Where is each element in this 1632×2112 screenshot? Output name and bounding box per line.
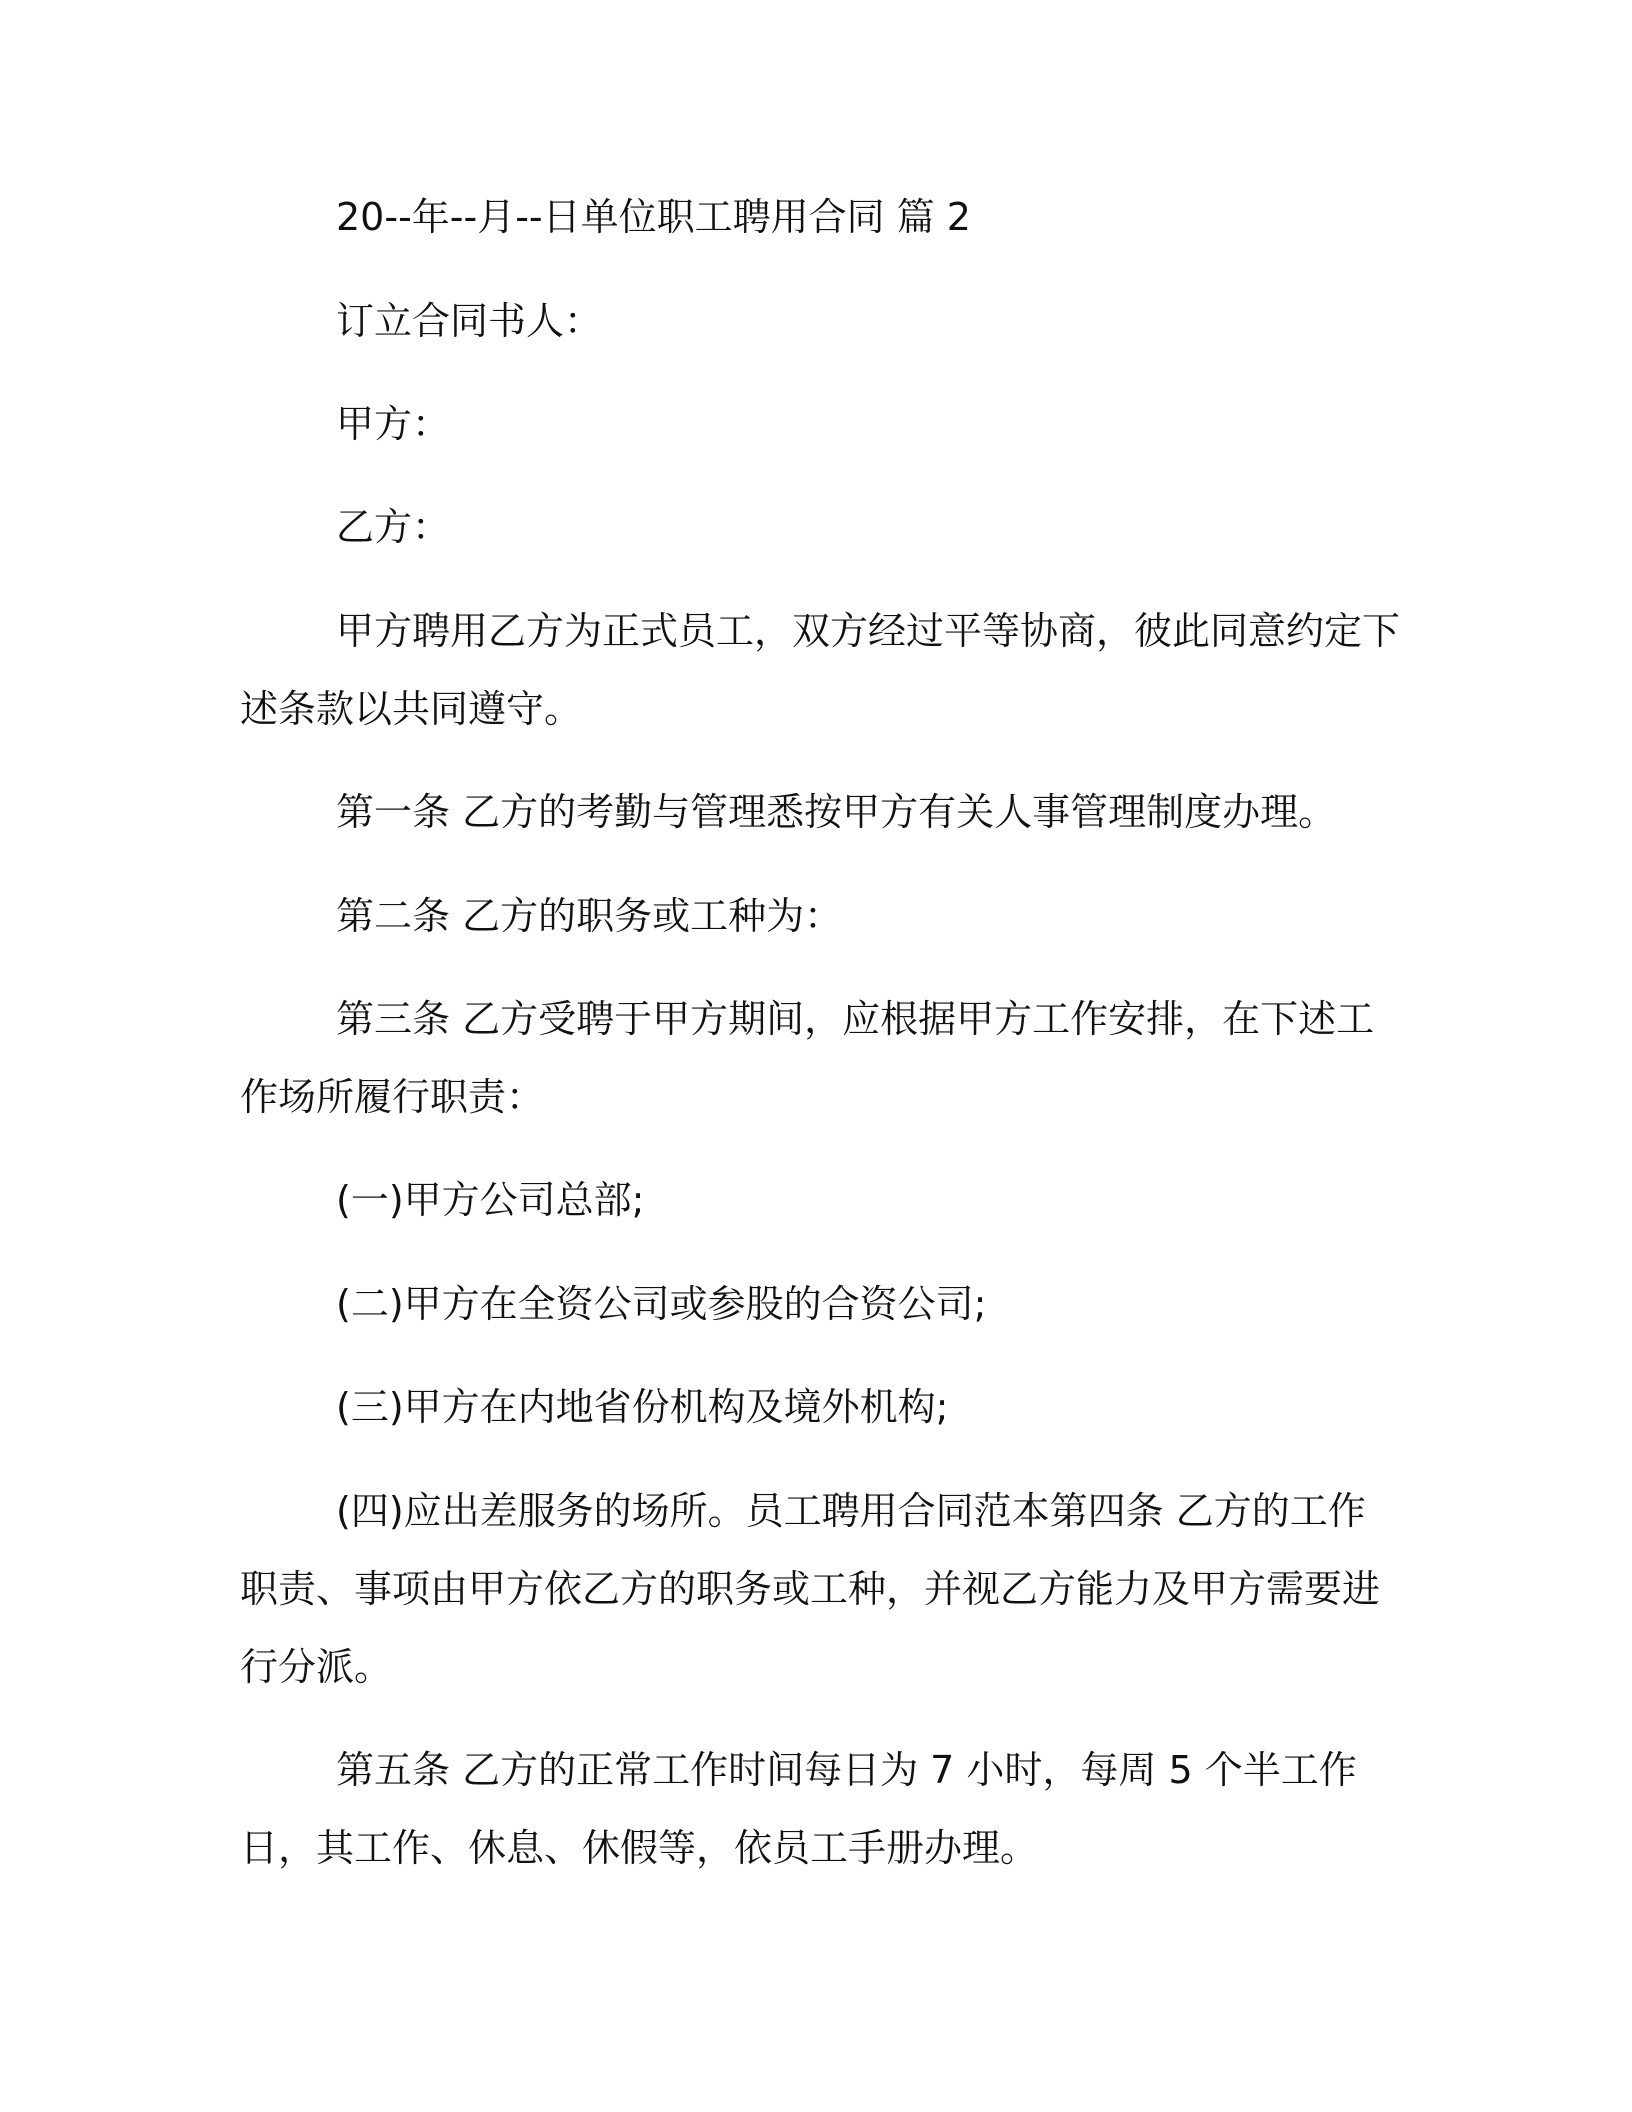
workplace-item-3: (三)甲方在内地省份机构及境外机构;	[336, 1385, 949, 1429]
preamble-paragraph: 甲方聘用乙方为正式员工，双方经过平等协商，彼此同意约定下述条款以共同遵守。	[240, 609, 1401, 731]
article-2-paragraph: 第二条 乙方的职务或工种为：	[336, 894, 843, 938]
workplace-item-1: (一)甲方公司总部;	[336, 1178, 645, 1222]
workplace-item-2: (二)甲方在全资公司或参股的合资公司;	[336, 1282, 987, 1326]
party-b-line: 乙方：	[336, 505, 451, 549]
article-1-paragraph: 第一条 乙方的考勤与管理悉按甲方有关人事管理制度办理。	[336, 790, 1337, 834]
workplace-item-4-article-4: (四)应出差服务的场所。员工聘用合同范本第四条 乙方的工作职责、事项由甲方依乙方的职务或工种，并视乙方能力及甲方需要进行分派。	[240, 1489, 1381, 1689]
contract-parties-heading: 订立合同书人：	[336, 299, 603, 343]
article-5-paragraph: 第五条 乙方的正常工作时间每日为 7 小时，每周 5 个半工作日，其工作、休息、休假等，依员工手册办理。	[240, 1748, 1357, 1870]
article-3-paragraph: 第三条 乙方受聘于甲方期间，应根据甲方工作安排，在下述工作场所履行职责：	[240, 997, 1375, 1119]
document-title: 20--年--月--日单位职工聘用合同 篇 2	[336, 195, 971, 239]
party-a-line: 甲方：	[336, 402, 451, 446]
